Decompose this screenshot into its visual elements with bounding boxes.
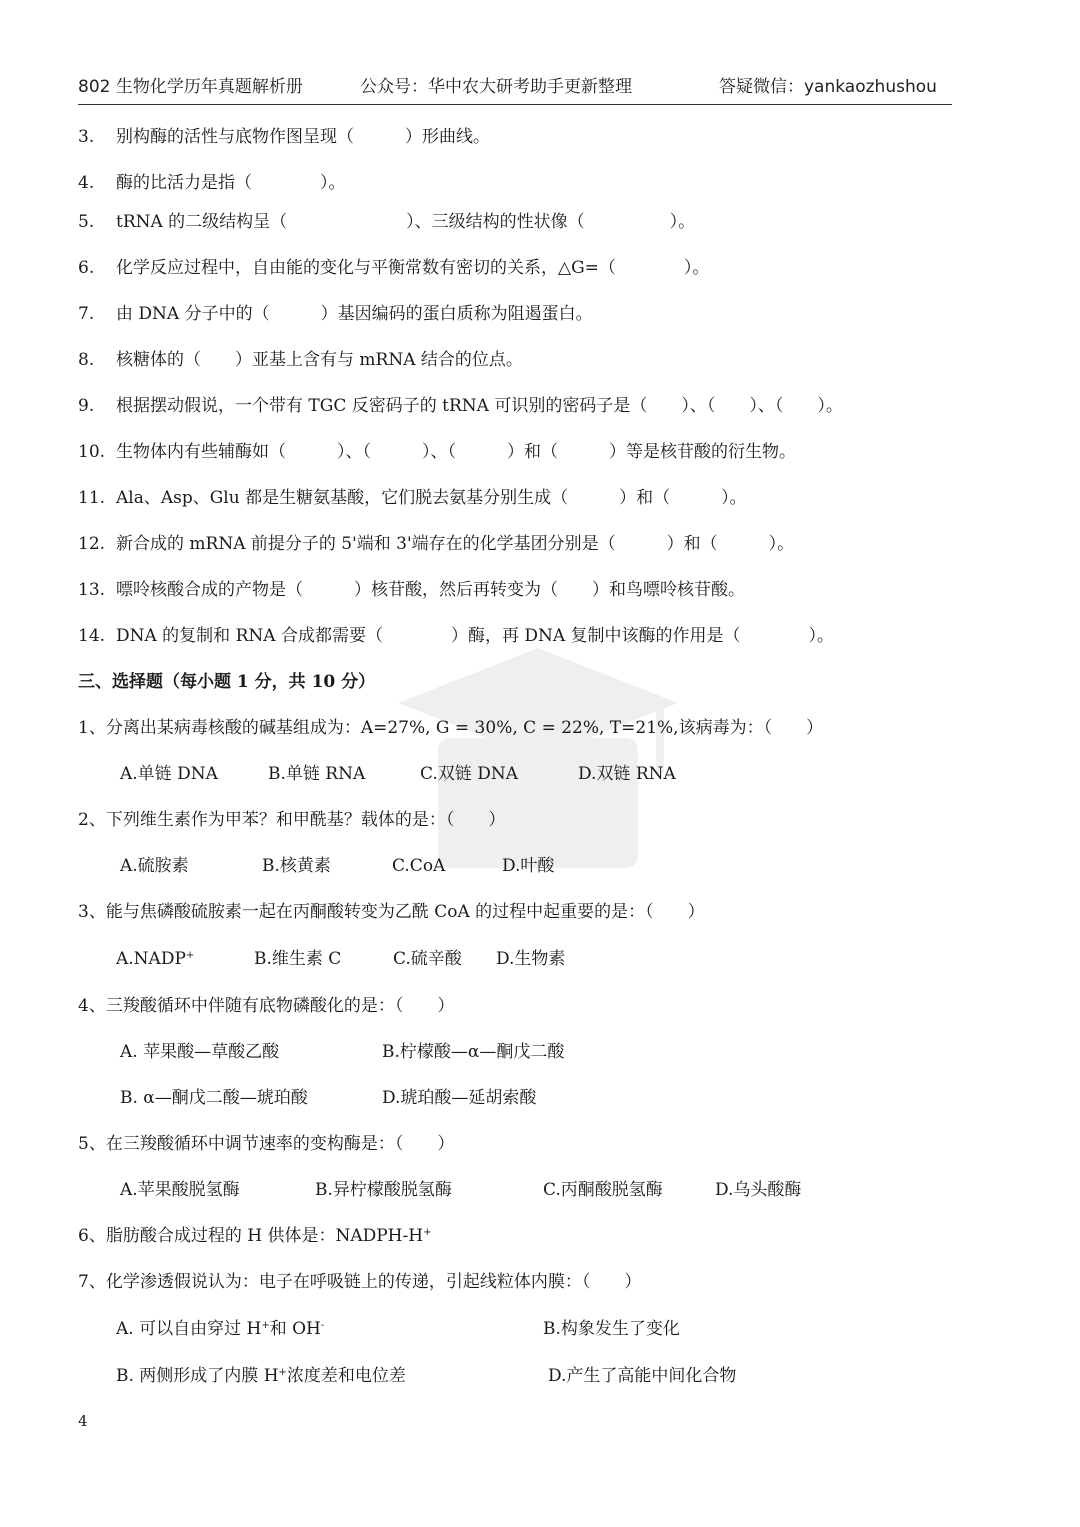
fill-in-item: 4. 酶的比活力是指（ ）。 xyxy=(78,173,346,193)
fill-in-item: 3. 别构酶的活性与底物作图呈现（ ）形曲线。 xyxy=(78,127,490,147)
option: A.硫胺素 xyxy=(120,856,189,876)
header-book-title: 802 生物化学历年真题解析册 xyxy=(78,77,303,97)
option: B.核黄素 xyxy=(262,856,331,876)
fill-in-item: 7. 由 DNA 分子中的（ ）基因编码的蛋白质称为阻遏蛋白。 xyxy=(78,304,593,324)
fill-in-item: 8. 核糖体的（ ）亚基上含有与 mRNA 结合的位点。 xyxy=(78,350,523,370)
fill-in-item: 5. tRNA 的二级结构呈（ ）、三级结构的性状像（ ）。 xyxy=(78,212,696,232)
question-stem: 5、在三羧酸循环中调节速率的变构酶是：（ ） xyxy=(78,1134,455,1154)
option: B.异柠檬酸脱氢酶 xyxy=(315,1180,452,1200)
option: C.双链 DNA xyxy=(420,764,518,784)
option: A.NADP+ xyxy=(116,949,195,969)
question-stem: 3、能与焦磷酸硫胺素一起在丙酮酸转变为乙酰 CoA 的过程中起重要的是：（ ） xyxy=(78,902,705,922)
option: D.生物素 xyxy=(496,949,566,969)
fill-in-item: 14. DNA 的复制和 RNA 合成都需要（ ）酶，再 DNA 复制中该酶的作用是（ ）。 xyxy=(78,626,835,646)
fill-in-item: 9. 根据摆动假说，一个带有 TGC 反密码子的 tRNA 可识别的密码子是（ ）、（ ）、（ ）。 xyxy=(78,396,843,416)
section-title: 三、选择题（每小题 1 分，共 10 分） xyxy=(78,672,376,692)
question-stem: 2、下列维生素作为甲苯？和甲酰基？载体的是：（ ） xyxy=(78,810,506,830)
option: B.柠檬酸—α—酮戊二酸 xyxy=(382,1042,565,1062)
option: C.丙酮酸脱氢酶 xyxy=(543,1180,663,1200)
option: A. 可以自由穿过 H+和 OH- xyxy=(116,1319,325,1339)
option: D.产生了高能中间化合物 xyxy=(548,1366,737,1386)
option: A. 苹果酸—草酸乙酸 xyxy=(120,1042,280,1062)
option: B.维生素 C xyxy=(254,949,342,969)
question-stem: 1、分离出某病毒核酸的碱基组成为：A=27%, G = 30%, C = 22%, T=21%,该病毒为：（ ） xyxy=(78,718,824,738)
option: A.苹果酸脱氢酶 xyxy=(120,1180,240,1200)
option: C.硫辛酸 xyxy=(393,949,462,969)
fill-in-item: 11. Ala、Asp、Glu 都是生糖氨基酸，它们脱去氨基分别生成（ ）和（ ）。 xyxy=(78,488,747,508)
option: D.双链 RNA xyxy=(578,764,676,784)
fill-in-item: 10. 生物体内有些辅酶如（ ）、（ ）、（ ）和（ ）等是核苷酸的衍生物。 xyxy=(78,442,796,462)
question-stem: 6、脂肪酸合成过程的 H 供体是：NADPH-H+ xyxy=(78,1226,432,1246)
option: D.琥珀酸—延胡索酸 xyxy=(382,1088,537,1108)
fill-in-item: 6. 化学反应过程中，自由能的变化与平衡常数有密切的关系，△G=（ ）。 xyxy=(78,258,710,278)
option: D.叶酸 xyxy=(502,856,555,876)
option: B.单链 RNA xyxy=(268,764,366,784)
fill-in-item: 13. 嘌呤核酸合成的产物是（ ）核苷酸，然后再转变为（ ）和鸟嘌呤核苷酸。 xyxy=(78,580,745,600)
question-stem: 4、三羧酸循环中伴随有底物磷酸化的是：（ ） xyxy=(78,996,455,1016)
page-header xyxy=(78,72,952,102)
option: C.CoA xyxy=(392,856,446,876)
option: D.乌头酸酶 xyxy=(715,1180,802,1200)
page-number: 4 xyxy=(78,1412,88,1430)
header-contact: 答疑微信：yankaozhushou xyxy=(719,77,937,97)
header-source: 公众号：华中农大研考助手更新整理 xyxy=(360,77,632,97)
question-stem: 7、化学渗透假说认为：电子在呼吸链上的传递，引起线粒体内膜：（ ） xyxy=(78,1272,642,1292)
fill-in-item: 12. 新合成的 mRNA 前提分子的 5'端和 3'端存在的化学基团分别是（ ）和（ ）。 xyxy=(78,534,795,554)
option: A.单链 DNA xyxy=(120,764,218,784)
option: B. α—酮戊二酸—琥珀酸 xyxy=(120,1088,308,1108)
header-divider xyxy=(78,104,952,105)
option: B. 两侧形成了内膜 H+浓度差和电位差 xyxy=(116,1366,406,1386)
option: B.构象发生了变化 xyxy=(543,1319,680,1339)
